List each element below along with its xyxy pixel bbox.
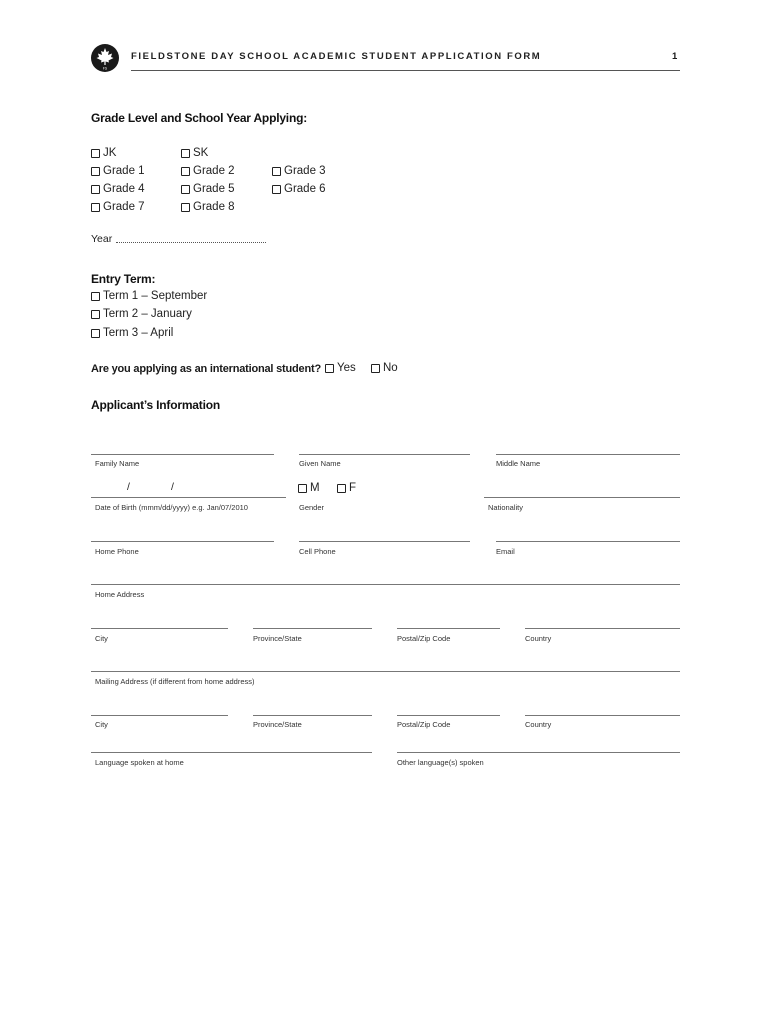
checkbox[interactable] bbox=[371, 364, 380, 373]
international-question: Are you applying as an international student? bbox=[91, 363, 321, 375]
year-field[interactable] bbox=[116, 242, 266, 243]
email-field[interactable] bbox=[496, 541, 680, 542]
option-term-3[interactable]: Term 3 – April bbox=[91, 327, 173, 339]
grade-section-heading: Grade Level and School Year Applying: bbox=[91, 111, 307, 125]
given-name-label: Given Name bbox=[299, 459, 341, 468]
option-grade-5[interactable]: Grade 5 bbox=[181, 183, 235, 195]
mailing-address-field[interactable] bbox=[91, 671, 680, 672]
checkbox[interactable] bbox=[91, 203, 100, 212]
checkbox[interactable] bbox=[91, 185, 100, 194]
postal-label: Postal/Zip Code bbox=[397, 634, 451, 643]
svg-text:FS: FS bbox=[102, 66, 108, 71]
checkbox[interactable] bbox=[91, 292, 100, 301]
checkbox[interactable] bbox=[181, 185, 190, 194]
mailing-country-label: Country bbox=[525, 720, 552, 729]
option-grade-2[interactable]: Grade 2 bbox=[181, 165, 235, 177]
middle-name-field[interactable] bbox=[496, 454, 680, 455]
mailing-city-field[interactable] bbox=[91, 715, 228, 716]
option-grade-7[interactable]: Grade 7 bbox=[91, 201, 145, 213]
checkbox[interactable] bbox=[337, 484, 346, 493]
checkbox[interactable] bbox=[91, 329, 100, 338]
option-grade-6[interactable]: Grade 6 bbox=[272, 183, 326, 195]
checkbox[interactable] bbox=[181, 149, 190, 158]
dob-slash: / bbox=[171, 481, 174, 493]
province-label: Province/State bbox=[253, 634, 302, 643]
province-field[interactable] bbox=[253, 628, 372, 629]
home-address-field[interactable] bbox=[91, 584, 680, 585]
school-logo bbox=[91, 44, 119, 72]
city-label: City bbox=[95, 634, 108, 643]
entry-term-heading: Entry Term: bbox=[91, 272, 156, 286]
option-term-2[interactable]: Term 2 – January bbox=[91, 308, 192, 320]
mailing-province-field[interactable] bbox=[253, 715, 372, 716]
country-field[interactable] bbox=[525, 628, 680, 629]
header-divider bbox=[131, 70, 680, 71]
cell-phone-label: Cell Phone bbox=[299, 547, 336, 556]
family-name-label: Family Name bbox=[95, 459, 140, 468]
language-home-label: Language spoken at home bbox=[95, 758, 184, 767]
mailing-province-label: Province/State bbox=[253, 720, 302, 729]
dob-label: Date of Birth (mmm/dd/yyyy) e.g. Jan/07/2010 bbox=[95, 503, 248, 512]
cell-phone-field[interactable] bbox=[299, 541, 470, 542]
option-sk[interactable]: SK bbox=[181, 147, 208, 159]
nationality-label: Nationality bbox=[488, 503, 524, 512]
option-grade-4[interactable]: Grade 4 bbox=[91, 183, 145, 195]
checkbox[interactable] bbox=[272, 185, 281, 194]
maple-leaf-icon bbox=[91, 44, 119, 72]
other-language-label: Other language(s) spoken bbox=[397, 758, 484, 767]
language-home-field[interactable] bbox=[91, 752, 372, 753]
family-name-field[interactable] bbox=[91, 454, 274, 455]
mailing-postal-field[interactable] bbox=[397, 715, 500, 716]
checkbox[interactable] bbox=[181, 167, 190, 176]
mailing-country-field[interactable] bbox=[525, 715, 680, 716]
home-phone-label: Home Phone bbox=[95, 547, 139, 556]
checkbox[interactable] bbox=[298, 484, 307, 493]
option-grade-1[interactable]: Grade 1 bbox=[91, 165, 145, 177]
option-term-1[interactable]: Term 1 – September bbox=[91, 290, 207, 302]
option-gender-f[interactable]: F bbox=[337, 482, 356, 494]
applicant-heading: Applicant’s Information bbox=[91, 398, 220, 412]
option-international-no[interactable]: No bbox=[371, 362, 398, 374]
mailing-address-label: Mailing Address (if different from home address) bbox=[95, 677, 255, 686]
checkbox[interactable] bbox=[272, 167, 281, 176]
mailing-postal-label: Postal/Zip Code bbox=[397, 720, 451, 729]
given-name-field[interactable] bbox=[299, 454, 470, 455]
checkbox[interactable] bbox=[325, 364, 334, 373]
home-phone-field[interactable] bbox=[91, 541, 274, 542]
dob-field[interactable] bbox=[91, 497, 286, 498]
option-international-yes[interactable]: Yes bbox=[325, 362, 356, 374]
country-label: Country bbox=[525, 634, 552, 643]
mailing-city-label: City bbox=[95, 720, 108, 729]
checkbox[interactable] bbox=[91, 149, 100, 158]
gender-label: Gender bbox=[299, 503, 325, 512]
form-title: FIELDSTONE DAY SCHOOL ACADEMIC STUDENT APPLICATION FORM bbox=[131, 51, 542, 62]
option-jk[interactable]: JK bbox=[91, 147, 116, 159]
nationality-field[interactable] bbox=[484, 497, 680, 498]
other-language-field[interactable] bbox=[397, 752, 680, 753]
home-address-label: Home Address bbox=[95, 590, 145, 599]
middle-name-label: Middle Name bbox=[496, 459, 541, 468]
email-label: Email bbox=[496, 547, 515, 556]
checkbox[interactable] bbox=[91, 167, 100, 176]
checkbox[interactable] bbox=[181, 203, 190, 212]
checkbox[interactable] bbox=[91, 310, 100, 319]
postal-field[interactable] bbox=[397, 628, 500, 629]
option-grade-8[interactable]: Grade 8 bbox=[181, 201, 235, 213]
year-label: Year bbox=[91, 233, 113, 245]
option-grade-3[interactable]: Grade 3 bbox=[272, 165, 326, 177]
city-field[interactable] bbox=[91, 628, 228, 629]
dob-slash: / bbox=[127, 481, 130, 493]
page-number: 1 bbox=[672, 51, 678, 62]
option-gender-m[interactable]: M bbox=[298, 482, 320, 494]
